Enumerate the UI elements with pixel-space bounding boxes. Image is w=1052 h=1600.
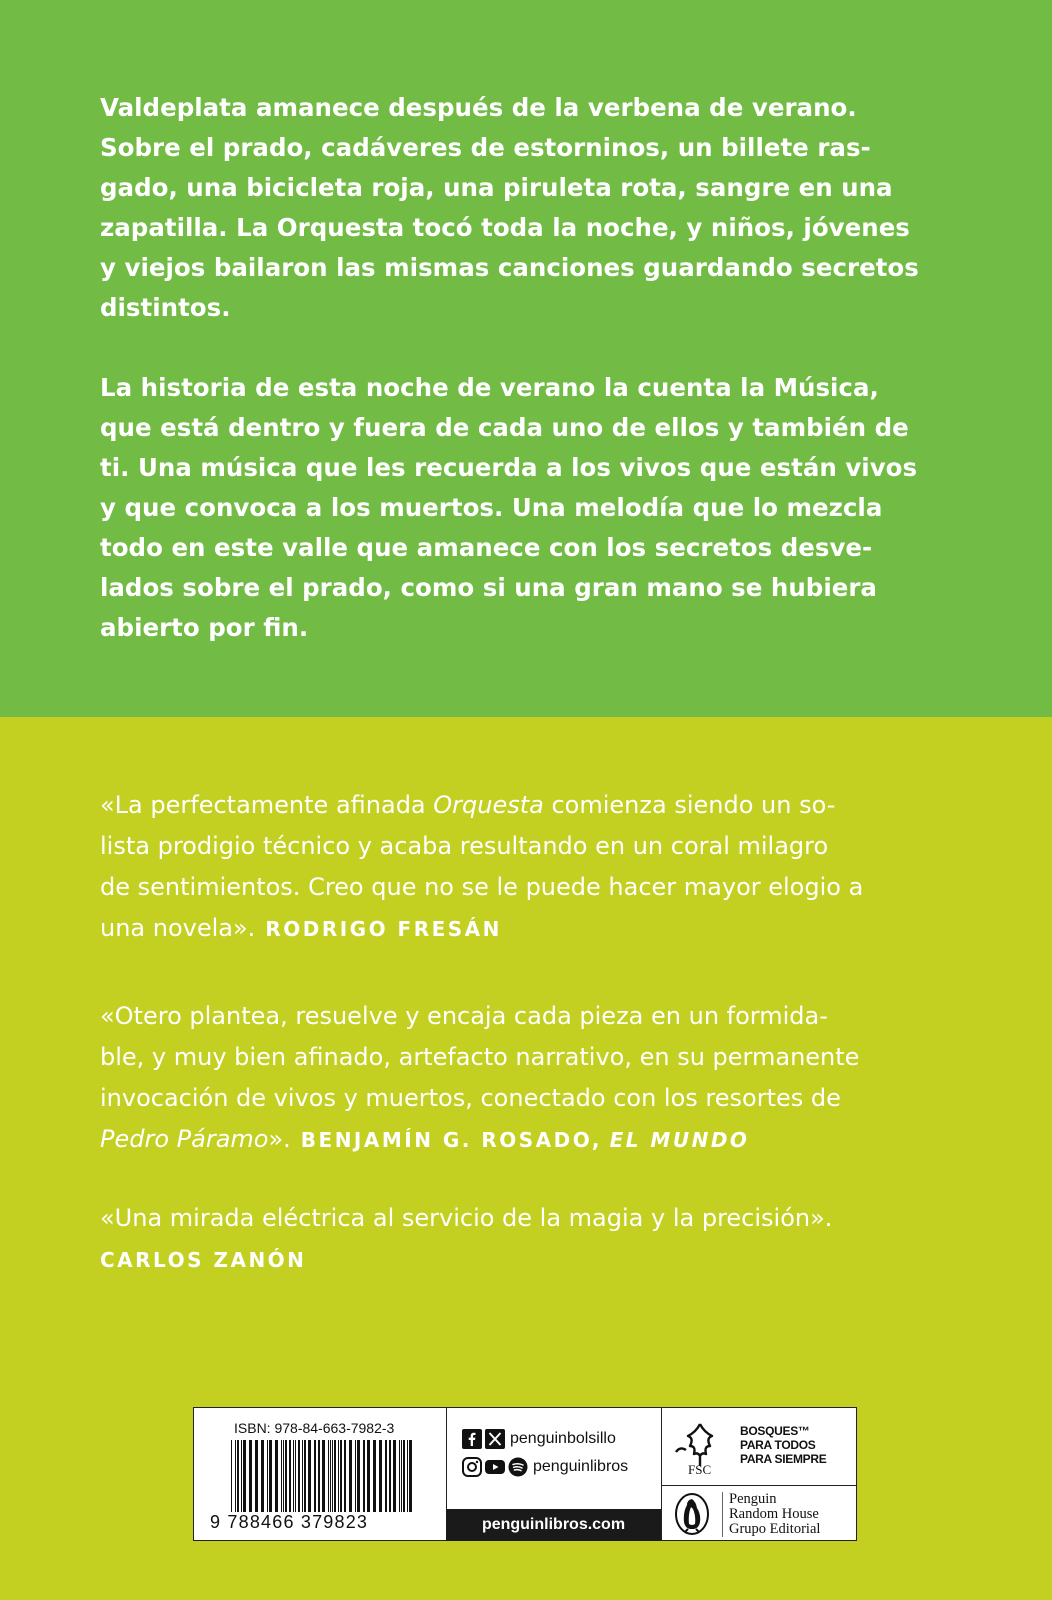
social-handle[interactable]: penguinbolsillo <box>510 1430 616 1447</box>
barcode-digits: 9 788466 379823 <box>210 1512 369 1532</box>
quote-book-title: Orquesta <box>433 791 544 819</box>
divider <box>661 1408 662 1540</box>
barcode-icon <box>230 1440 414 1512</box>
synopsis-text <box>100 88 930 648</box>
isbn-number: ISBN: 978-84-663-7982-3 <box>234 1420 395 1436</box>
penguin-logo-icon <box>674 1492 710 1536</box>
quote-book-title: Pedro Páramo <box>100 1125 269 1153</box>
quote-text: comienza siendo un so- lista prodigio técnico y acaba resultando en un coral milagro de sentimientos. Creo que no se le puede hacer mayor elogio a una novela». <box>100 791 864 942</box>
facebook-icon[interactable] <box>462 1429 482 1449</box>
quote-text: «Otero plantea, resuelve y encaja cada pieza en un formida- ble, y muy bien afinado, artefacto narrativo, en su permanente invocación de vivos y muertos, conectado con los resortes de <box>100 1002 860 1112</box>
website-link[interactable]: penguinlibros.com <box>446 1509 661 1541</box>
quote-author: RODRIGO FRESÁN <box>265 917 502 941</box>
quote-text: «La perfectamente afinada <box>100 791 434 819</box>
youtube-icon[interactable] <box>485 1457 505 1477</box>
fsc-label: FSC <box>688 1462 712 1477</box>
synopsis-paragraph: La historia de esta noche de verano la cuenta la Música, que está dentro y fuera de cada uno de ellos y también de ti. Una música que les recuerda a los vivos que están vivos y que convoca a los muertos. Una melodía que lo mezcla todo en este valle que amanece con los secretos desve- lados sobre el prado, como si una gran mano se hubiera abierto por fin. <box>100 373 918 642</box>
quote-text: «Una mirada eléctrica al servicio de la magia y la precisión». <box>100 1204 833 1232</box>
fsc-slogan: BOSQUES™ PARA TODOS PARA SIEMPRE <box>740 1424 827 1466</box>
review-quote <box>100 785 940 950</box>
quote-author: CARLOS ZANÓN <box>100 1248 307 1272</box>
synopsis-paragraph: Valdeplata amanece después de la verbena de verano. Sobre el prado, cadáveres de estorninos, un billete ras- gado, una bicicleta roja, una piruleta rota, sangre en una zapatilla. La Orquesta tocó toda la noche, y niños, jóvenes y viejos bailaron las mismas canciones guardando secretos distintos. <box>100 93 919 322</box>
publisher-name: Penguin Random House Grupo Editorial <box>722 1492 820 1537</box>
review-quote <box>100 996 940 1161</box>
divider <box>661 1485 856 1486</box>
review-quote <box>100 1198 940 1281</box>
social-row-penguinlibros <box>462 1456 628 1478</box>
quote-text: ». <box>268 1125 291 1153</box>
social-handle[interactable]: penguinlibros <box>533 1458 629 1475</box>
publisher-info-box <box>193 1407 857 1541</box>
quote-author: BENJAMÍN G. ROSADO, <box>300 1128 602 1152</box>
spotify-icon[interactable] <box>508 1457 528 1477</box>
social-row-penguinbolsillo <box>462 1428 616 1450</box>
x-icon[interactable] <box>485 1429 505 1449</box>
quote-outlet: EL MUNDO <box>609 1128 750 1152</box>
instagram-icon[interactable] <box>462 1457 482 1477</box>
